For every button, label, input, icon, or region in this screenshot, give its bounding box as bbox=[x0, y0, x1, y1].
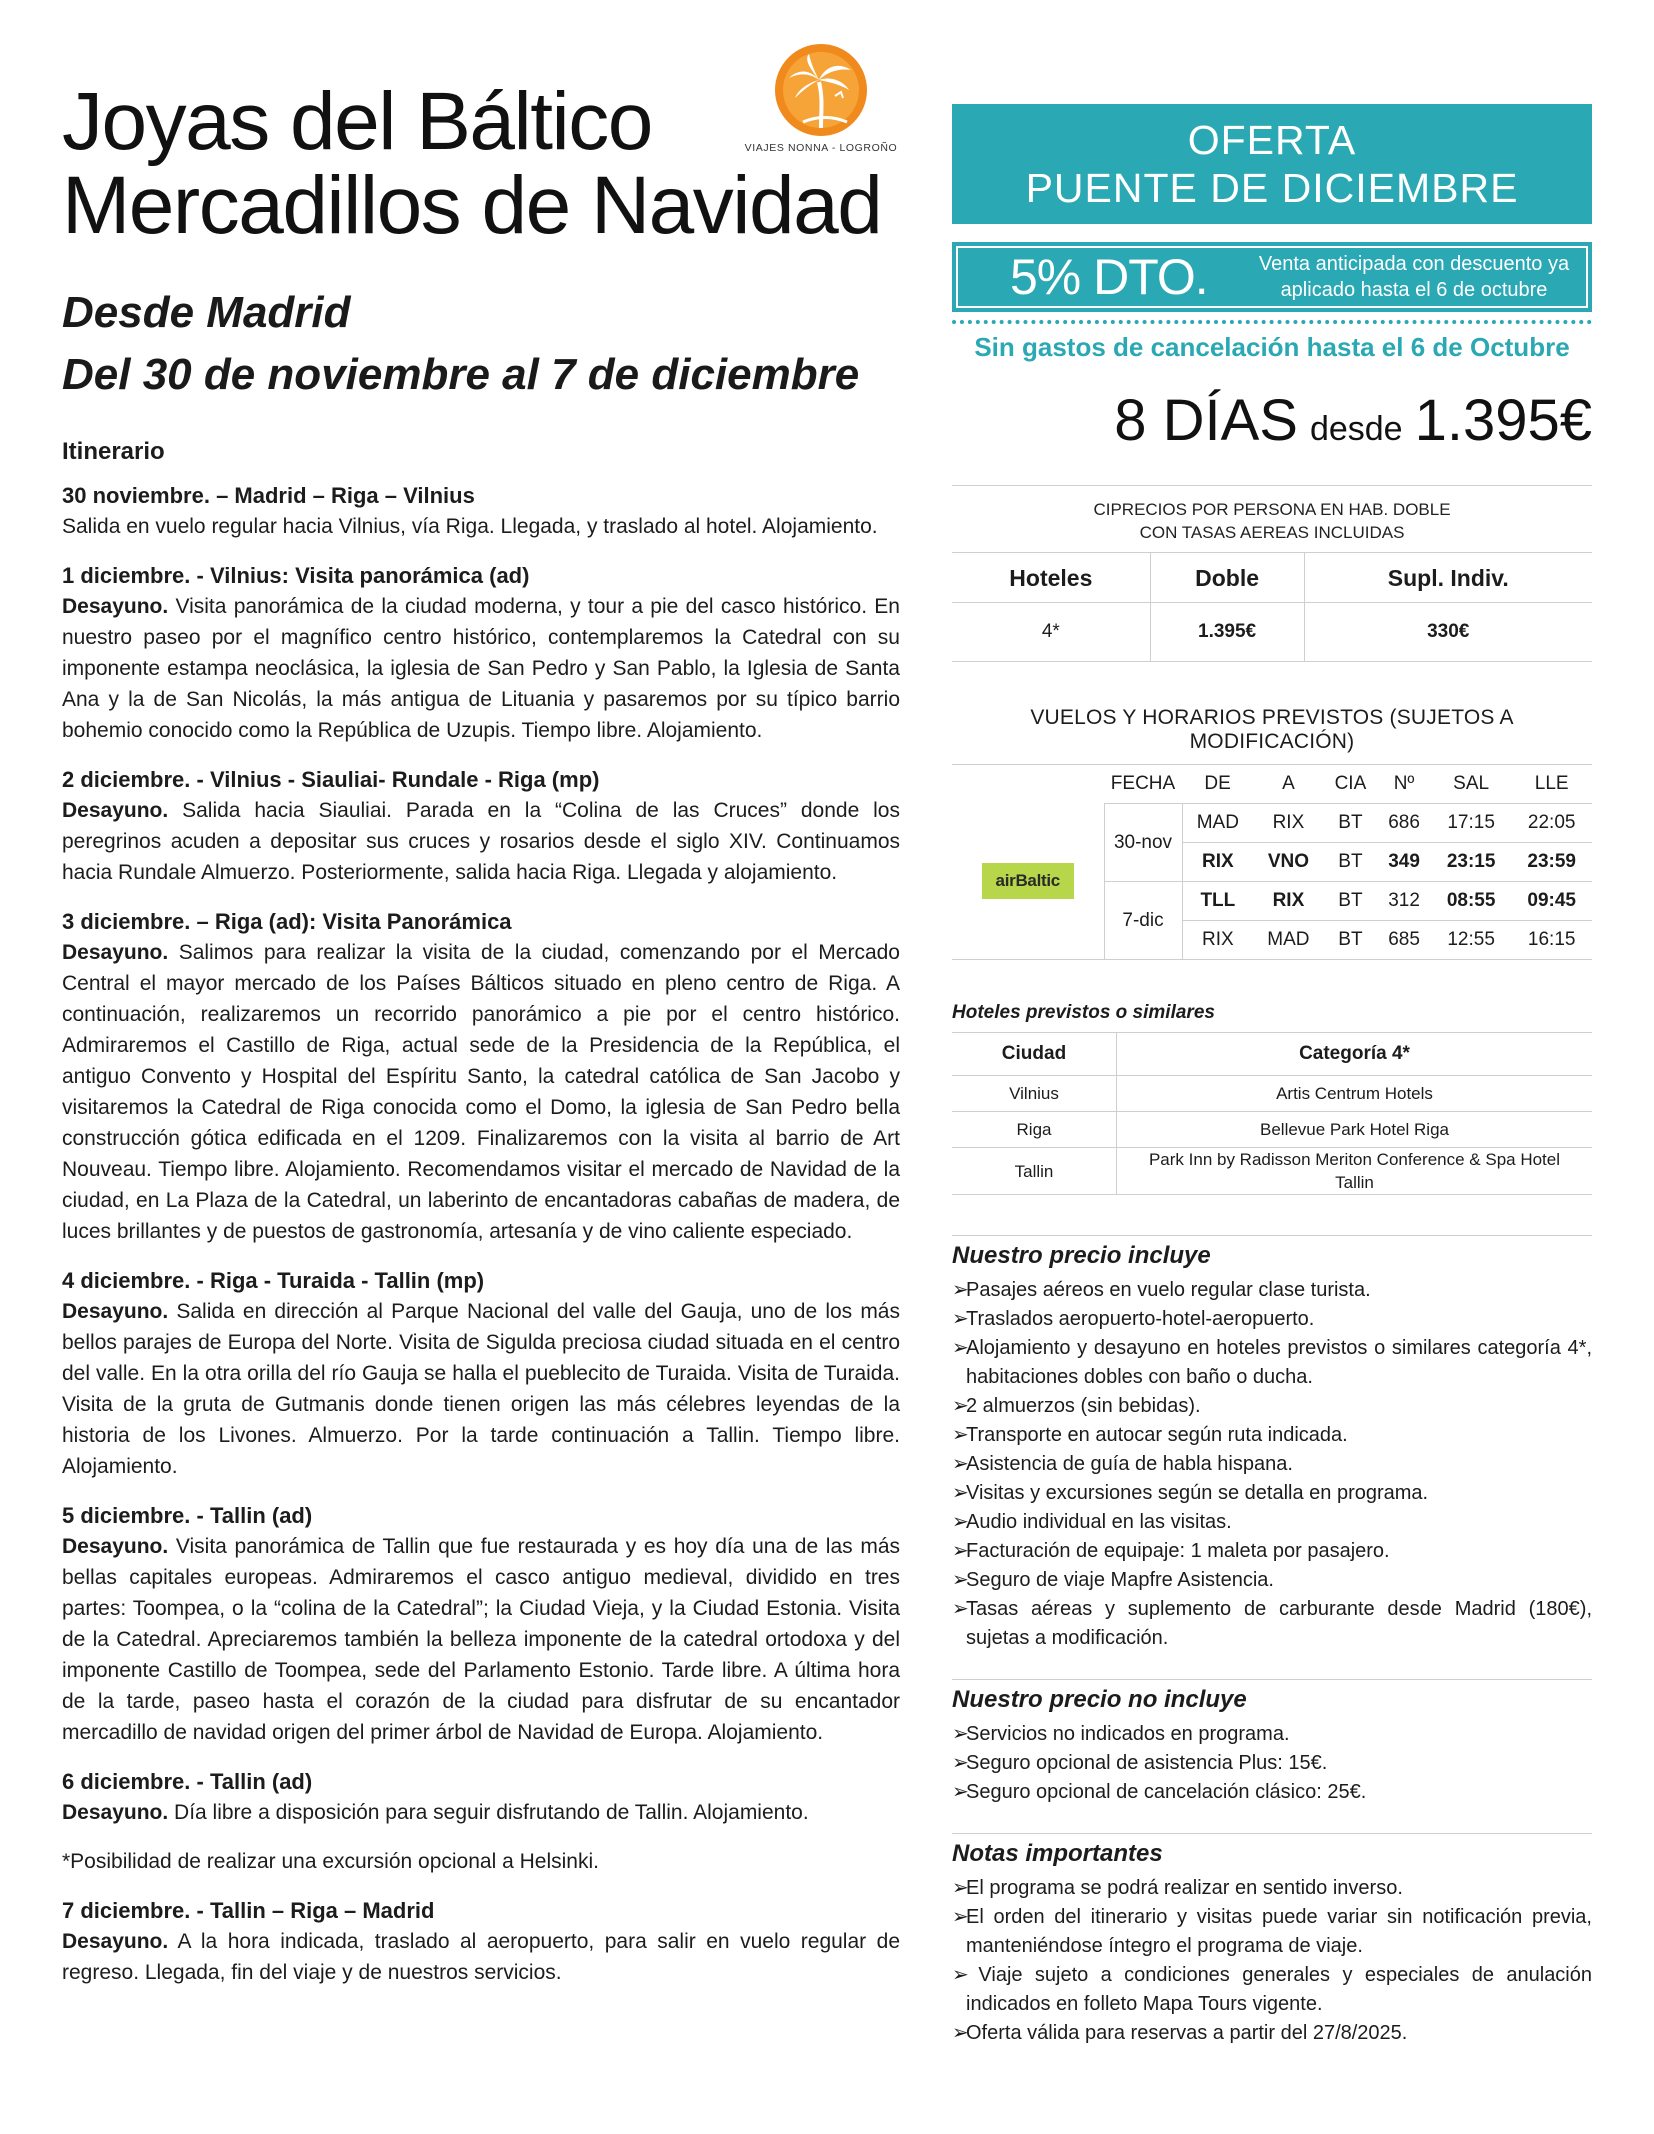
list-item: ➢Tasas aéreas y suplemento de carburante desde Madrid (180€), sujetas a modificación. bbox=[952, 1595, 1592, 1653]
arrow-bullet-icon: ➢ bbox=[952, 1964, 969, 1986]
flights-table bbox=[952, 764, 1592, 960]
flights-caption: VUELOS Y HORARIOS PREVISTOS (SUJETOS A MODIFICACIÓN) bbox=[1030, 706, 1514, 753]
includes-list bbox=[952, 1276, 1592, 1653]
flight-to: RIX bbox=[1253, 882, 1323, 921]
prices-caption-line-2: CON TASAS AEREAS INCLUIDAS bbox=[1139, 523, 1405, 542]
flight-departure: 12:55 bbox=[1431, 921, 1512, 960]
itinerary-day bbox=[62, 764, 900, 888]
table-header-row bbox=[952, 1033, 1592, 1076]
day-title: 7 diciembre. - Tallin – Riga – Madrid bbox=[62, 1898, 435, 1923]
departure-city: Desde Madrid bbox=[62, 288, 351, 337]
day-lead: Desayuno. bbox=[62, 941, 169, 964]
includes-title: Nuestro precio incluye bbox=[952, 1235, 1592, 1270]
flight-carrier: BT bbox=[1324, 804, 1378, 843]
flight-number: 685 bbox=[1377, 921, 1431, 960]
arrow-bullet-icon: ➢ bbox=[952, 1598, 969, 1620]
excludes-list bbox=[952, 1720, 1592, 1807]
prices-caption bbox=[952, 485, 1592, 544]
day-title: 6 diciembre. - Tallin (ad) bbox=[62, 1769, 313, 1794]
day-lead: Desayuno. bbox=[62, 1801, 169, 1824]
day-title: 2 diciembre. - Vilnius - Siauliai- Rundale - Riga (mp) bbox=[62, 767, 600, 792]
airline-cell bbox=[952, 804, 1104, 960]
left-column bbox=[62, 76, 900, 1988]
flight-arrival: 23:59 bbox=[1511, 843, 1592, 882]
arrow-bullet-icon: ➢ bbox=[952, 1781, 969, 1803]
itinerary-day bbox=[62, 906, 900, 1247]
price-from-label: desde bbox=[1309, 410, 1403, 448]
day-title: 1 diciembre. - Vilnius: Visita panorámica (ad) bbox=[62, 563, 530, 588]
itinerary-day bbox=[62, 1895, 900, 1988]
notes-title: Notas importantes bbox=[952, 1833, 1592, 1868]
headline-price bbox=[952, 388, 1592, 459]
list-item: ➢Visitas y excursiones según se detalla en programa. bbox=[952, 1479, 1592, 1508]
arrow-bullet-icon: ➢ bbox=[952, 1424, 969, 1446]
table-header-row bbox=[952, 765, 1592, 804]
double-price: 1.395€ bbox=[1150, 603, 1304, 662]
itinerary-day bbox=[62, 1766, 900, 1828]
list-item: ➢Traslados aeropuerto-hotel-aeropuerto. bbox=[952, 1305, 1592, 1334]
dotted-divider bbox=[952, 320, 1592, 324]
day-lead: Desayuno. bbox=[62, 1300, 169, 1323]
flight-date: 7-dic bbox=[1104, 882, 1182, 960]
column-header: Supl. Indiv. bbox=[1304, 553, 1592, 603]
arrow-bullet-icon: ➢ bbox=[952, 1395, 969, 1417]
itinerary-day bbox=[62, 1500, 900, 1748]
list-item: ➢Facturación de equipaje: 1 maleta por pasajero. bbox=[952, 1537, 1592, 1566]
itinerary-day bbox=[62, 560, 900, 746]
flight-number: 349 bbox=[1377, 843, 1431, 882]
flight-from: RIX bbox=[1182, 843, 1253, 882]
list-item: ➢El orden del itinerario y visitas puede variar sin notificación previa, manteniéndose íntegro el programa de viaje. bbox=[952, 1903, 1592, 1961]
day-title: 30 noviembre. – Madrid – Riga – Vilnius bbox=[62, 483, 475, 508]
itinerary-day bbox=[62, 480, 900, 542]
arrow-bullet-icon: ➢ bbox=[952, 1752, 969, 1774]
table-row bbox=[952, 603, 1592, 662]
arrow-bullet-icon: ➢ bbox=[952, 1511, 969, 1533]
hotels-caption: Hoteles previstos o similares bbox=[952, 1002, 1215, 1023]
day-body: Salida hacia Siauliai. Parada en la “Colina de las Cruces” donde los peregrinos acuden a depositar sus cruces y rosarios desde el siglo XIV. Continuamos hacia Rundale Almuerzo. Posteriormente, salida hacia Riga. Llegada y alojamiento. bbox=[62, 799, 900, 884]
column-header: FECHA bbox=[1104, 765, 1182, 804]
arrow-bullet-icon: ➢ bbox=[952, 1308, 969, 1330]
flight-arrival: 16:15 bbox=[1511, 921, 1592, 960]
column-header: A bbox=[1253, 765, 1323, 804]
price-amount: 1.395€ bbox=[1414, 388, 1592, 453]
table-row bbox=[952, 1076, 1592, 1112]
arrow-bullet-icon: ➢ bbox=[952, 1723, 969, 1745]
arrow-bullet-icon: ➢ bbox=[952, 1569, 969, 1591]
day-title: 3 diciembre. – Riga (ad): Visita Panorámica bbox=[62, 909, 512, 934]
hotel-city: Vilnius bbox=[952, 1076, 1117, 1112]
hotel-name: Bellevue Park Hotel Riga bbox=[1117, 1112, 1593, 1148]
prices-caption-line-1: CIPRECIOS POR PERSONA EN HAB. DOBLE bbox=[1093, 500, 1451, 519]
flight-number: 312 bbox=[1377, 882, 1431, 921]
arrow-bullet-icon: ➢ bbox=[952, 2022, 969, 2044]
flight-number: 686 bbox=[1377, 804, 1431, 843]
list-item: ➢Seguro de viaje Mapfre Asistencia. bbox=[952, 1566, 1592, 1595]
arrow-bullet-icon: ➢ bbox=[952, 1279, 969, 1301]
excludes-title: Nuestro precio no incluye bbox=[952, 1679, 1592, 1714]
hotel-city: Riga bbox=[952, 1112, 1117, 1148]
flight-carrier: BT bbox=[1324, 882, 1378, 921]
no-cancellation-note: Sin gastos de cancelación hasta el 6 de Octubre bbox=[974, 332, 1570, 362]
discount-box bbox=[952, 242, 1592, 312]
list-item: ➢Pasajes aéreos en vuelo regular clase turista. bbox=[952, 1276, 1592, 1305]
offer-line-1: OFERTA bbox=[1187, 117, 1357, 163]
day-body: Salida en dirección al Parque Nacional del valle del Gauja, uno de los más bellos parajes de Europa del Norte. Visita de Sigulda preciosa ciudad situada en el centro del valle. En la otra orilla del río Gauja se halla el pueblecito de Turaida. Visita de Turaida. Visita de la gruta de Gutmanis donde tienen origen las más célebres leyendas de la historia de los Livones. Almuerzo. Por la tarde continuación a Tallin. Tiempo libre. Alojamiento. bbox=[62, 1300, 900, 1478]
arrow-bullet-icon: ➢ bbox=[952, 1337, 969, 1359]
offer-banner bbox=[952, 104, 1592, 224]
list-item: ➢Transporte en autocar según ruta indicada. bbox=[952, 1421, 1592, 1450]
list-item: ➢Audio individual en las visitas. bbox=[952, 1508, 1592, 1537]
day-lead: Desayuno. bbox=[62, 799, 169, 822]
trip-dates: Del 30 de noviembre al 7 de diciembre bbox=[62, 350, 860, 399]
single-supplement: 330€ bbox=[1304, 603, 1592, 662]
day-body: A la hora indicada, traslado al aeropuerto, para salir en vuelo regular de regreso. Llegada, fin del viaje y de nuestros servicios. bbox=[62, 1930, 900, 1984]
list-item: ➢Servicios no indicados en programa. bbox=[952, 1720, 1592, 1749]
flight-arrival: 09:45 bbox=[1511, 882, 1592, 921]
column-header: CIA bbox=[1324, 765, 1378, 804]
flight-carrier: BT bbox=[1324, 921, 1378, 960]
prices-table bbox=[952, 552, 1592, 662]
column-header: Ciudad bbox=[952, 1033, 1117, 1076]
offer-line-2: PUENTE DE DICIEMBRE bbox=[1025, 165, 1519, 211]
discount-percent: 5% DTO. bbox=[1010, 249, 1208, 305]
day-title: 4 diciembre. - Riga - Turaida - Tallin (mp) bbox=[62, 1268, 485, 1293]
arrow-bullet-icon: ➢ bbox=[952, 1906, 969, 1928]
list-item: ➢Seguro opcional de cancelación clásico: 25€. bbox=[952, 1778, 1592, 1807]
day-body: Visita panorámica de Tallin que fue restaurada y es hoy día una de las más bellas capitales europeas. Admiraremos el casco antiguo medieval, dividido en tres partes: Toompea, o la “colina de la Catedral”; la Ciudad Vieja, y la Ciudad Estonia. Visita de la Catedral. Apreciaremos también la belleza imponente de la catedral ortodoxa y del imponente Castillo de Toompea, sede del Parlamento Estonio. Tarde libre. A última hora de la tarde, paseo hasta el corazón de la ciudad para disfrutar de su encantador mercadillo de navidad origen del primer árbol de Navidad de Europa. Alojamiento. bbox=[62, 1535, 900, 1744]
optional-excursion-note: *Posibilidad de realizar una excursión opcional a Helsinki. bbox=[62, 1850, 599, 1873]
flight-to: RIX bbox=[1253, 804, 1323, 843]
column-header: DE bbox=[1182, 765, 1253, 804]
trip-subtitle bbox=[62, 282, 900, 406]
hotel-category: 4* bbox=[952, 603, 1150, 662]
day-body: Salimos para realizar la visita de la ciudad, comenzando por el Mercado Central el mayor mercado de los Países Bálticos situado en pleno centro de Riga. A continuación, realizaremos un recorrido panorámico a pie por el centro histórico. Admiraremos el Castillo de Riga, actual sede de la Presidencia de la República, el antiguo Convento y Hospital del Espíritu Santo, la catedral católica de San Jacobo y visitaremos la Catedral de Riga conocida como el Domo, la iglesia de San Pedro bella construcción gótica edificada en el 1209. Finalizaremos con la visita al barrio de Art Nouveau. Tiempo libre. Alojamiento. Recomendamos visitar el mercado de Navidad de la ciudad, en La Plaza de la Catedral, un laberinto de encantadoras cabañas de madera, de luces brillantes y de puestos de gastronomía, artesanía y de vino caliente especiado. bbox=[62, 941, 900, 1243]
day-body: Día libre a disposición para seguir disfrutando de Tallin. Alojamiento. bbox=[168, 1801, 809, 1824]
list-item: ➢Seguro opcional de asistencia Plus: 15€. bbox=[952, 1749, 1592, 1778]
list-item: ➢Asistencia de guía de habla hispana. bbox=[952, 1450, 1592, 1479]
flight-departure: 08:55 bbox=[1431, 882, 1512, 921]
table-header-row bbox=[952, 553, 1592, 603]
notes-list bbox=[952, 1874, 1592, 2048]
flight-from: RIX bbox=[1182, 921, 1253, 960]
table-row bbox=[952, 1112, 1592, 1148]
table-row bbox=[952, 804, 1592, 843]
list-item: ➢Alojamiento y desayuno en hoteles previstos o similares categoría 4*, habitaciones dobles con baño o ducha. bbox=[952, 1334, 1592, 1392]
palm-tree-sun-icon bbox=[773, 42, 869, 138]
title-line-2: Mercadillos de Navidad bbox=[62, 160, 882, 251]
list-item: ➢Oferta válida para reservas a partir del 27/8/2025. bbox=[952, 2019, 1592, 2048]
column-header: Hoteles bbox=[952, 553, 1150, 603]
flight-departure: 23:15 bbox=[1431, 843, 1512, 882]
discount-text: Venta anticipada con descuento ya aplicado hasta el 6 de octubre bbox=[1258, 253, 1570, 301]
day-lead: Desayuno. bbox=[62, 595, 169, 618]
day-body: Visita panorámica de la ciudad moderna, y tour a pie del casco histórico. En nuestro paseo por el magnífico centro histórico, contemplaremos la Catedral con su imponente estampa neoclásica, la iglesia de San Pedro y San Pablo, la Iglesia de Santa Ana y la de San Nicolás, la más antigua de Lituania y pasaremos por su típico barrio bohemio conocido como la República de Uzupis. Tiempo libre. Alojamiento. bbox=[62, 595, 900, 742]
flight-departure: 17:15 bbox=[1431, 804, 1512, 843]
arrow-bullet-icon: ➢ bbox=[952, 1482, 969, 1504]
column-header: Categoría 4* bbox=[1117, 1033, 1593, 1076]
column-header: LLE bbox=[1511, 765, 1592, 804]
list-item: ➢2 almuerzos (sin bebidas). bbox=[952, 1392, 1592, 1421]
arrow-bullet-icon: ➢ bbox=[952, 1540, 969, 1562]
flight-from: TLL bbox=[1182, 882, 1253, 921]
hotel-name: Artis Centrum Hotels bbox=[1117, 1076, 1593, 1112]
flight-arrival: 22:05 bbox=[1511, 804, 1592, 843]
day-title: 5 diciembre. - Tallin (ad) bbox=[62, 1503, 313, 1528]
itinerary-day bbox=[62, 1265, 900, 1482]
hotel-city: Tallin bbox=[952, 1148, 1117, 1195]
column-header: SAL bbox=[1431, 765, 1512, 804]
hotel-name: Park Inn by Radisson Meriton Conference & Spa Hotel Tallin bbox=[1117, 1148, 1593, 1195]
day-lead: Desayuno. bbox=[62, 1535, 169, 1558]
list-item: ➢ Viaje sujeto a condiciones generales y especiales de anulación indicados en folleto Mapa Tours vigente. bbox=[952, 1961, 1592, 2019]
list-item: ➢El programa se podrá realizar en sentido inverso. bbox=[952, 1874, 1592, 1903]
flight-to: MAD bbox=[1253, 921, 1323, 960]
trip-duration: 8 DÍAS bbox=[1114, 388, 1298, 453]
flight-date: 30-nov bbox=[1104, 804, 1182, 882]
day-lead: Desayuno. bbox=[62, 1930, 169, 1953]
arrow-bullet-icon: ➢ bbox=[952, 1877, 969, 1899]
flight-to: VNO bbox=[1253, 843, 1323, 882]
column-header: Nº bbox=[1377, 765, 1431, 804]
title-line-1: Joyas del Báltico bbox=[62, 76, 652, 167]
agency-logo bbox=[726, 42, 916, 160]
airbaltic-logo: airBaltic bbox=[982, 863, 1074, 899]
arrow-bullet-icon: ➢ bbox=[952, 1453, 969, 1475]
column-header: Doble bbox=[1150, 553, 1304, 603]
day-body: Salida en vuelo regular hacia Vilnius, vía Riga. Llegada, y traslado al hotel. Alojamiento. bbox=[62, 515, 878, 538]
table-row bbox=[952, 1148, 1592, 1195]
flight-from: MAD bbox=[1182, 804, 1253, 843]
itinerary-heading: Itinerario bbox=[62, 438, 165, 465]
hotels-table bbox=[952, 1032, 1592, 1195]
logo-text: VIAJES NONNA - LOGROÑO bbox=[744, 142, 898, 154]
flight-carrier: BT bbox=[1324, 843, 1378, 882]
right-column bbox=[952, 104, 1592, 2048]
